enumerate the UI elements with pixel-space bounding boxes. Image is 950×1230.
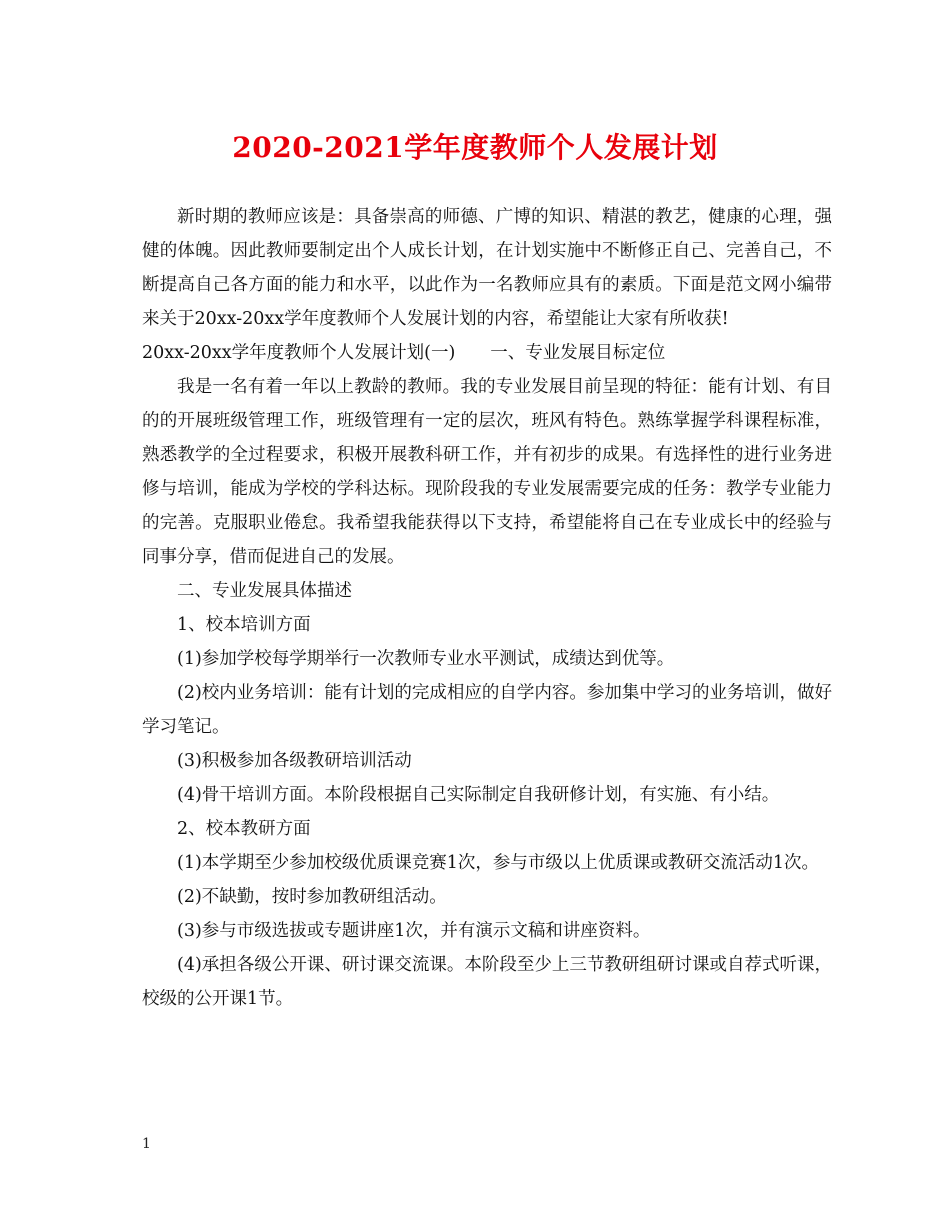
paragraph: (4)承担各级公开课、研讨课交流课。本阶段至少上三节教研组研讨课或自荐式听课，校级的公开课1节。 xyxy=(142,955,832,1009)
paragraph: 20xx-20xx学年度教师个人发展计划(一) 一、专业发展目标定位 xyxy=(142,343,666,363)
paragraph: (3)积极参加各级教研培训活动 xyxy=(177,751,412,771)
paragraph: (1)参加学校每学期举行一次教师专业水平测试，成绩达到优等。 xyxy=(177,649,675,669)
document-title: 2020-2021学年度教师个人发展计划 xyxy=(232,131,718,164)
document-body xyxy=(142,200,832,1016)
page-number: 1 xyxy=(142,1136,151,1152)
paragraph: (2)校内业务培训：能有计划的完成相应的自学内容。参加集中学习的业务培训，做好学习笔记。 xyxy=(142,683,832,737)
paragraph: (1)本学期至少参加校级优质课竞赛1次，参与市级以上优质课或教研交流活动1次。 xyxy=(177,853,820,873)
paragraph: 新时期的教师应该是：具备崇高的师德、广博的知识、精湛的教艺，健康的心理，强健的体魄。因此教师要制定出个人成长计划，在计划实施中不断修正自己、完善自己，不断提高自己各方面的能力和水平，以此作为一名教师应具有的素质。下面是范文网小编带来关于20xx-20xx学年度教师个人发展计划的内容，希望能让大家有所收获! xyxy=(142,207,832,329)
paragraph: 我是一名有着一年以上教龄的教师。我的专业发展目前呈现的特征：能有计划、有目的的开展班级管理工作，班级管理有一定的层次，班风有特色。熟练掌握学科课程标准，熟悉教学的全过程要求，积极开展教科研工作，并有初步的成果。有选择性的进行业务进修与培训，能成为学校的学科达标。现阶段我的专业发展需要完成的任务：教学专业能力的完善。克服职业倦怠。我希望我能获得以下支持，希望能将自己在专业成长中的经验与同事分享，借而促进自己的发展。 xyxy=(142,377,832,567)
paragraph: (2)不缺勤，按时参加教研组活动。 xyxy=(177,887,447,907)
paragraph: 2、校本教研方面 xyxy=(177,819,311,839)
paragraph: 二、专业发展具体描述 xyxy=(177,581,352,601)
paragraph: (3)参与市级选拔或专题讲座1次，并有演示文稿和讲座资料。 xyxy=(177,921,651,941)
paragraph: 1、校本培训方面 xyxy=(177,615,311,635)
paragraph: (4)骨干培训方面。本阶段根据自己实际制定自我研修计划，有实施、有小结。 xyxy=(177,785,780,805)
